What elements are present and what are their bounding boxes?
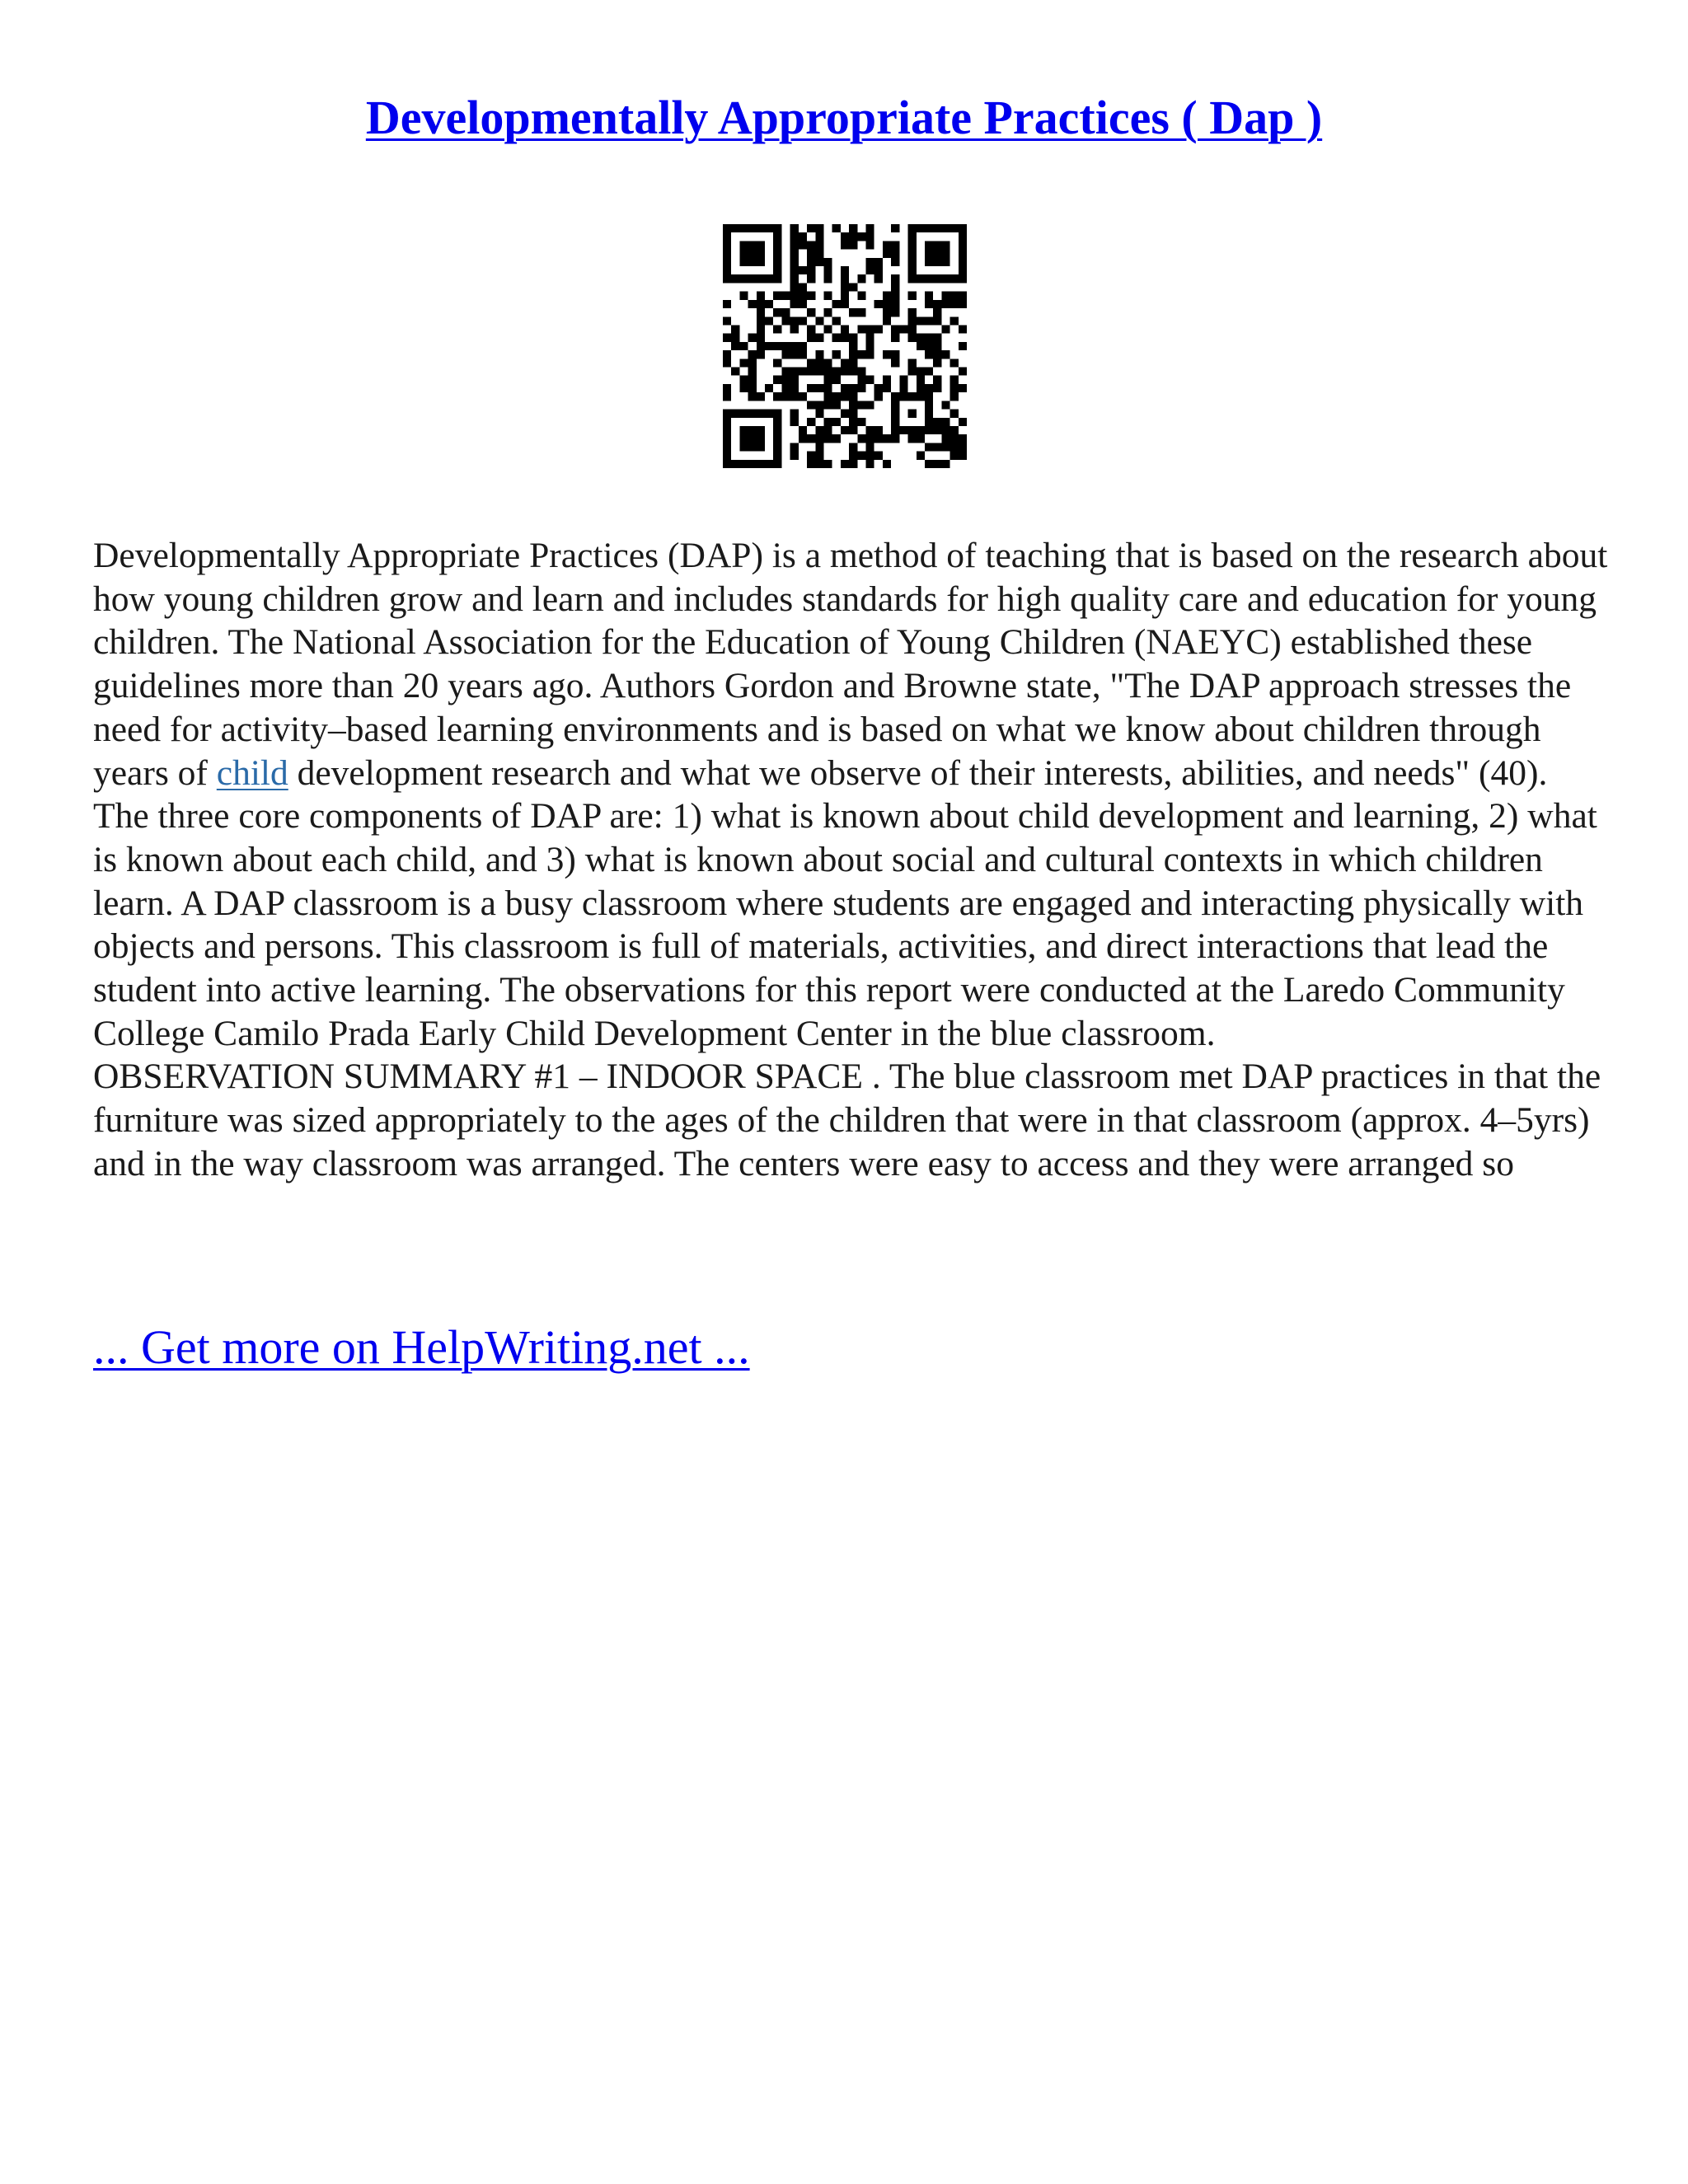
title-link[interactable]: Developmentally Appropriate Practices ( Dap ) — [365, 91, 1323, 144]
paragraph-intro — [93, 534, 1610, 1055]
child-link[interactable]: child — [216, 752, 288, 793]
paragraph-intro-text-end: development research and what we observe of their interests, abilities, and needs" (40). The three core components of DAP are: 1) what is known about child development and learning, 2) what is known about each child, and 3) what is known about social and cultural contexts in which children learn. A DAP classroom is a busy classroom where students are engaged and interacting physically with objects and persons. This classroom is full of materials, activities, and direct interactions that lead the student into active learning. The observations for this report were conducted at the Laredo Community College Camilo Prada Early Child Development Center in the blue classroom. — [93, 752, 1597, 1053]
qr-code-icon — [723, 224, 967, 468]
page-title — [0, 89, 1688, 147]
article-body — [93, 534, 1610, 1186]
get-more-link[interactable]: ... Get more on HelpWriting.net ... — [93, 1320, 750, 1374]
paragraph-observation: OBSERVATION SUMMARY #1 – INDOOR SPACE . The blue classroom met DAP practices in that the furniture was sized appropriately to the ages of the children that were in that classroom (approx. 4–5yrs) and in the way classroom was arranged. The centers were easy to access and they were arranged so — [93, 1057, 1601, 1183]
paragraph-intro-text-start: Developmentally Appropriate Practices (DAP) is a method of teaching that is based on the research about how young children grow and learn and includes standards for high quality care and education for young children. The National Association for the Education of Young Children (NAEYC) established these guidelines more than 20 years ago. Authors Gordon and Browne state, "The DAP approach stresses the need for activity–based learning environments and is based on what we know about children through years of — [93, 536, 1608, 793]
get-more-link-container — [93, 1319, 750, 1376]
